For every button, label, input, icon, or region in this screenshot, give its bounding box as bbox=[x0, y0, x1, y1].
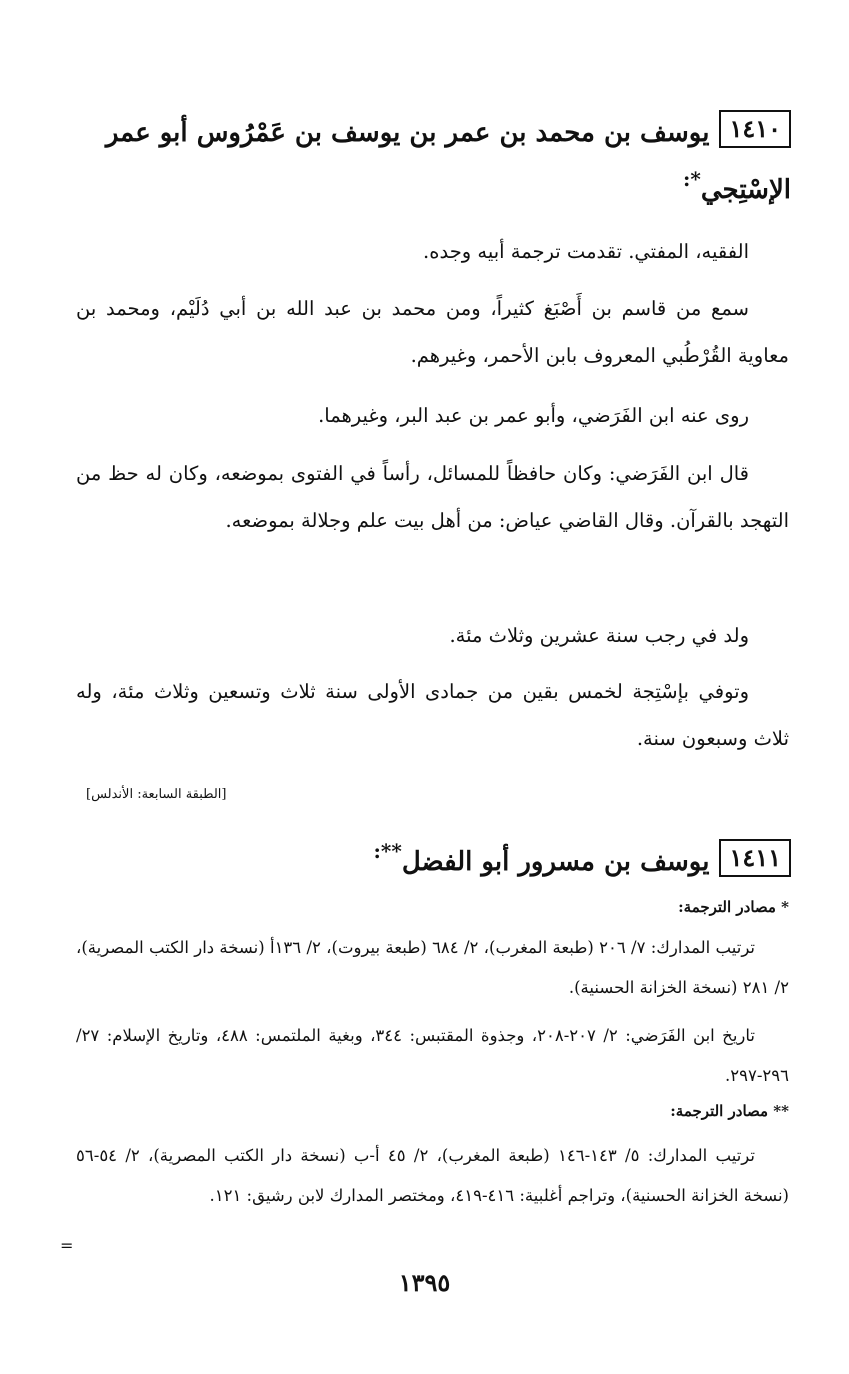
entry-1411-number: ١٤١١ bbox=[719, 839, 791, 877]
tabaqa-tag: [الطبقة السابعة: الأندلس] bbox=[86, 787, 227, 802]
footnote-2-heading: ** مصادر الترجمة: bbox=[670, 1102, 789, 1120]
entry-1410-heading bbox=[70, 110, 791, 213]
footnote-2-sources: ترتيب المدارك: ٥/ ١٤٣-١٤٦ (طبعة المغرب)، ٢/ ٤٥ أ-ب (نسخة دار الكتب المصرية)، ٢/ ٥٤-٥٦ (نسخة الخزانة الحسنية)، وتراجم أغلبية: ٤١٦-٤١٩، ومختصر المدارك لابن رشيق: ١٢١. bbox=[76, 1146, 789, 1205]
paragraph-1410-6: وتوفي بإسْتِجة لخمس بقين من جمادى الأولى سنة ثلاث وتسعين وثلاث مئة، وله ثلاث وسبعون سنة. bbox=[76, 680, 789, 750]
footnote-1-sources-a: ترتيب المدارك: ٧/ ٢٠٦ (طبعة المغرب)، ٢/ ٦٨٤ (طبعة بيروت)، ٢/ ١٣٦أ (نسخة دار الكتب المصرية)، ٢/ ٢٨١ (نسخة الخزانة الحسنية). bbox=[76, 938, 789, 997]
paragraph-1410-5: ولد في رجب سنة عشرين وثلاث مئة. bbox=[449, 624, 749, 647]
entry-1411-name: يوسف بن مسرور أبو الفضل bbox=[401, 847, 710, 877]
footnote-1-sources-b: تاريخ ابن الفَرَضي: ٢/ ٢٠٧-٢٠٨، وجذوة المقتبس: ٣٤٤، وبغية الملتمس: ٤٨٨، وتاريخ الإسلام: ٢٧/ ٢٩٦-٢٩٧. bbox=[76, 1026, 789, 1085]
entry-1410-number: ١٤١٠ bbox=[719, 110, 791, 148]
page-number: ١٣٩٥ bbox=[398, 1268, 451, 1297]
entry-1411-mark: **: bbox=[373, 839, 402, 863]
entry-1410-name: يوسف بن محمد بن عمر بن يوسف بن عَمْرُوس أبو عمر الإسْتِجي bbox=[105, 118, 791, 205]
paragraph-1410-1: الفقيه، المفتي. تقدمت ترجمة أبيه وجده. bbox=[423, 240, 749, 263]
footnote-1-heading: * مصادر الترجمة: bbox=[678, 898, 789, 916]
entry-1411-heading bbox=[70, 828, 791, 885]
paragraph-1410-3: روى عنه ابن الفَرَضي، وأبو عمر بن عبد البر، وغيرهما. bbox=[318, 404, 749, 427]
paragraph-1410-2: سمع من قاسم بن أَصْبَغ كثيراً، ومن محمد بن عبد الله بن أبي دُلَيْم، ومحمد بن معاوية القُرْطُبي المعروف بابن الأحمر، وغيرهم. bbox=[76, 297, 789, 367]
margin-mark: = bbox=[60, 1236, 74, 1255]
paragraph-1410-4: قال ابن الفَرَضي: وكان حافظاً للمسائل، رأساً في الفتوى بموضعه، وكان له حظ من التهجد بالقرآن. وقال القاضي عياض: من أهل بيت علم وجلالة بموضعه. bbox=[76, 462, 789, 532]
entry-1410-mark: *: bbox=[683, 167, 701, 191]
